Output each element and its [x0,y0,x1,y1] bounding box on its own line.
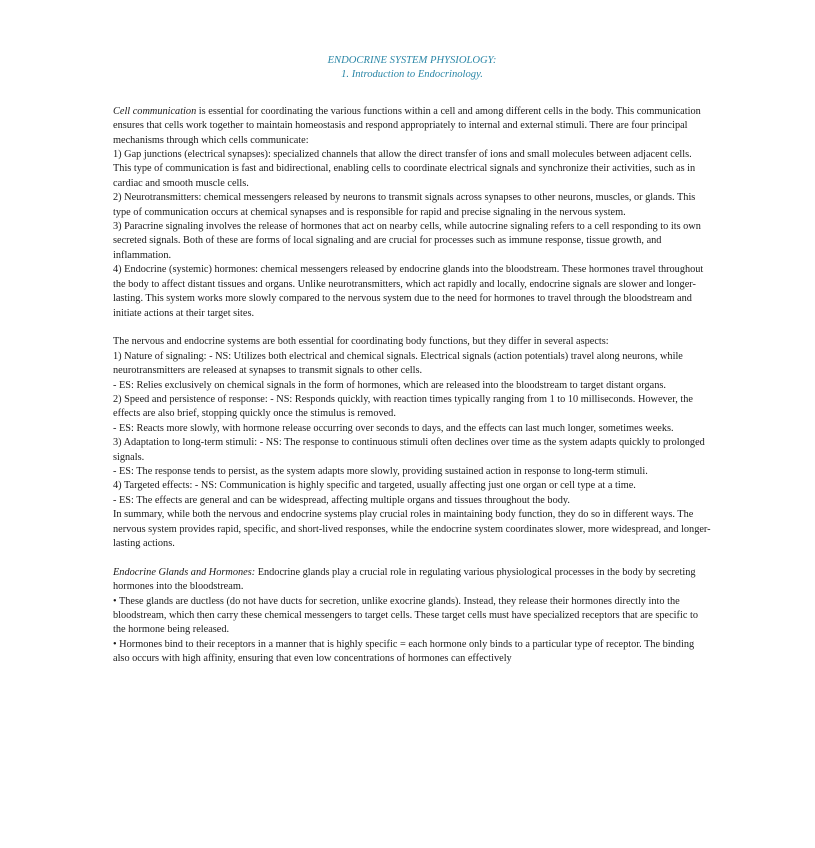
list-item: 2) Neurotransmitters: chemical messengers released by neurons to transmit signals across synapses to other neurons, muscles, or glands. This type of communication occurs at chemical synapses and is responsible for rapid and precise signaling in the nervous system. [113,192,696,218]
cell-communication-term: Cell communication [113,105,197,117]
section-endocrine-glands [113,566,711,667]
list-item: 1) Nature of signaling: - NS: Utilizes both electrical and chemical signals. Electrical signals (action potentials) travel along neurons, while neurotransmitters are released at synapses to transmit signals to other cells. [113,350,683,377]
list-item: 3) Paracrine signaling involves the release of hormones that act on nearby cells, while autocrine signaling refers to a cell responding to its own secreted signals. Both of these are forms of local signaling and are crucial for processes such as immune response, tissue growth, and inflammation. [113,221,701,261]
list-item: 4) Targeted effects: - NS: Communication is highly specific and targeted, usually affecting just one organ or cell type at a time. [113,480,636,492]
list-item: - ES: Relies exclusively on chemical signals in the form of hormones, which are released into the bloodstream to target distant organs. [113,379,666,391]
ns-vs-es-summary: In summary, while both the nervous and endocrine systems play crucial roles in maintaining body function, they do so in different ways. The nervous system provides rapid, specific, and short-lived responses, while the endocrine system coordinates slower, more widespread, and longer-lasting actions. [113,509,711,549]
list-item: - ES: The effects are general and can be widespread, affecting multiple organs and tissues throughout the body. [113,494,570,506]
list-item: 1) Gap junctions (electrical synapses): specialized channels that allow the direct transfer of ions and small molecules between adjacent cells. This type of communication is fast and bidirectional, enabling cells to coordinate electrical signals and synchronize their activities, such as in cardiac and smooth muscle cells. [113,149,696,189]
document-page [113,54,711,667]
endocrine-glands-intro [113,566,711,595]
list-item: • Hormones bind to their receptors in a manner that is highly specific = each hormone only binds to a particular type of receptor. The binding also occurs with high affinity, ensuring that even low concentrations of hormones can effectively [113,638,695,665]
section-cell-communication [113,105,711,321]
document-title: ENDOCRINE SYSTEM PHYSIOLOGY: [327,55,497,66]
ns-vs-es-intro: The nervous and endocrine systems are both essential for coordinating body functions, but they differ in several aspects: [113,336,609,348]
endocrine-glands-intro-text: Endocrine glands play a crucial role in regulating various physiological processes in the body by secreting hormones into the bloodstream. [113,566,696,593]
section-ns-vs-es [113,335,711,551]
list-item: 3) Adaptation to long-term stimuli: - NS: The response to continuous stimuli often declines over time as the system adapts quickly to prolonged signals. [113,437,705,463]
list-item: 2) Speed and persistence of response: - NS: Responds quickly, with reaction times typically ranging from 1 to 10 milliseconds. However, the effects are also brief, stopping quickly once the stimulus is removed. [113,393,693,420]
endocrine-glands-term: Endocrine Glands and Hormones: [113,566,256,578]
list-item: • These glands are ductless (do not have ducts for secretion, unlike exocrine glands). Instead, they release their hormones directly into the bloodstream, which then carry these chemical messengers to target cells. These target cells must have specialized receptors that are specific to the hormone being released. [113,595,698,636]
paragraph-gap [113,551,711,565]
list-item: - ES: The response tends to persist, as the system adapts more slowly, providing sustained action in response to long-term stimuli. [113,465,648,477]
cell-communication-intro [113,105,711,148]
list-item: 4) Endocrine (systemic) hormones: chemical messengers released by endocrine glands into the bloodstream. These hormones travel throughout the body to affect distant tissues and organs. Unlike neurotransmitters, which act rapidly and locally, endocrine signals are slower and longer-lasting. This system works more slowly compared to the nervous system due to the need for hormones to travel through the bloodstream and initiate actions at their target sites. [113,264,704,319]
document-header [113,54,711,83]
list-item: - ES: Reacts more slowly, with hormone release occurring over seconds to days, and the effects can last much longer, sometimes weeks. [113,422,674,434]
paragraph-gap [113,321,711,335]
cell-communication-intro-text: is essential for coordinating the various functions within a cell and among different cells in the body. This communication ensures that cells work together to maintain homeostasis and respond appropriately to internal and external stimuli. There are four principal mechanisms through which cells communicate: [113,105,701,146]
document-subtitle: 1. Introduction to Endocrinology. [341,69,483,81]
